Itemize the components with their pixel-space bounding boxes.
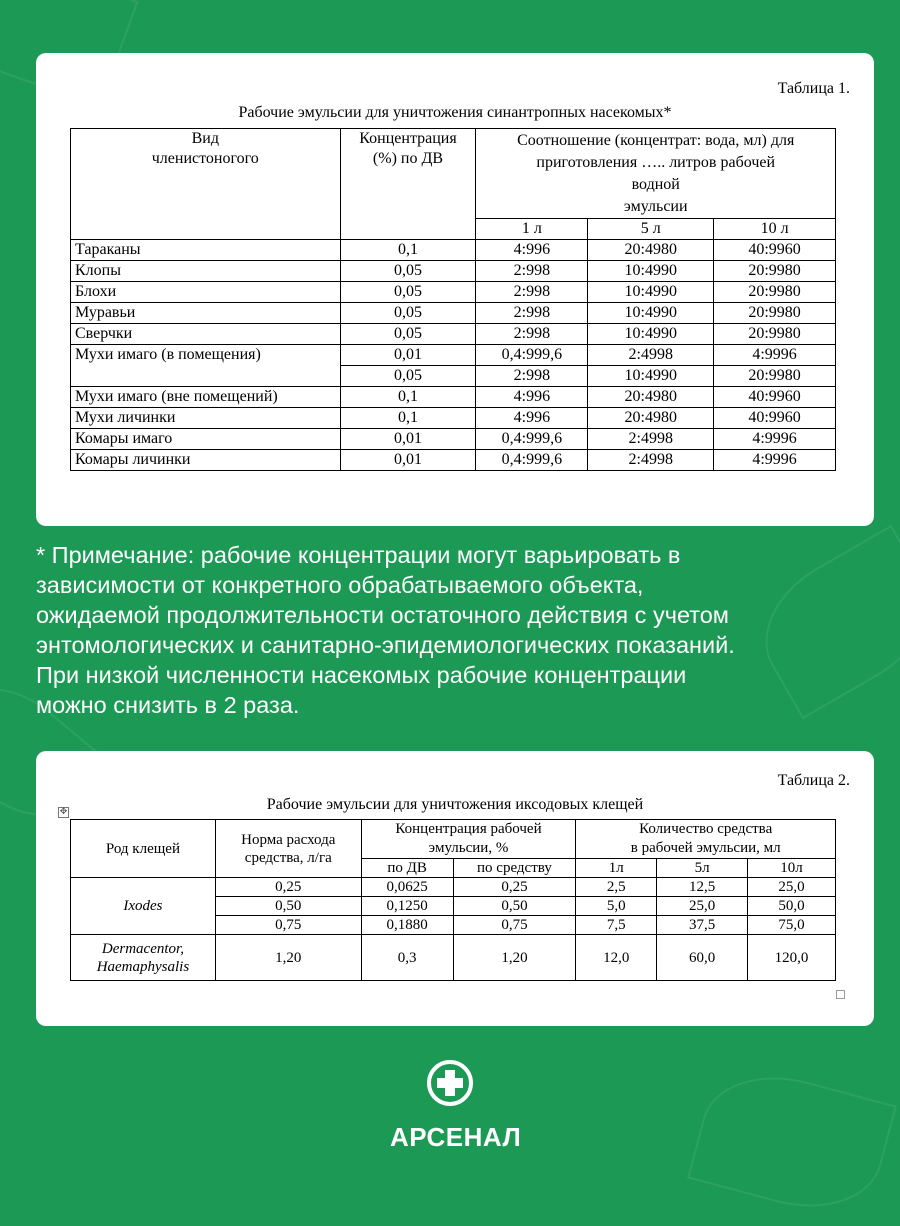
- table1-label: Таблица 1.: [777, 80, 850, 97]
- amount-1l-cell: 2,5: [576, 878, 657, 897]
- amount-1l-cell: 12,0: [576, 935, 657, 981]
- ratio-10l-cell: 20:9980: [714, 366, 836, 387]
- ratio-5l-cell: 10:4990: [588, 303, 714, 324]
- conc-cell: 0,01: [340, 429, 476, 450]
- table-row: [71, 345, 836, 366]
- conc-cell: 0,05: [340, 303, 476, 324]
- species-cell: Тараканы: [71, 240, 341, 261]
- table-row: [71, 261, 836, 282]
- ratio-10l-cell: 40:9960: [714, 387, 836, 408]
- table-move-handle-icon[interactable]: ✥: [59, 807, 68, 817]
- ratio-1l-cell: 4:996: [476, 387, 588, 408]
- footnote-text: * Примечание: рабочие концентрации могут варьировать в зависимости от конкретного обрабатываемого объекта, ожидаемой продолжительности остаточного действия с учетом энтомологических и санитарно-эпидемиологических показаний. При низкой численности насекомых рабочие концентрации можно снизить в 2 раза.: [36, 542, 735, 718]
- table-row: [71, 282, 836, 303]
- amount-1l-cell: 5,0: [576, 897, 657, 916]
- table-resize-handle[interactable]: [836, 990, 845, 999]
- species-cell: Сверчки: [71, 324, 341, 345]
- header-amount-10l: 10л: [748, 859, 836, 878]
- header-concentration: Концентрация рабочей эмульсии, %: [361, 820, 576, 859]
- table-row: [71, 324, 836, 345]
- ratio-1l-cell: 2:998: [476, 282, 588, 303]
- conc-cell: 0,05: [340, 261, 476, 282]
- amount-1l-cell: 7,5: [576, 916, 657, 935]
- header-rate: Норма расхода средства, л/га: [215, 820, 361, 878]
- table-row: [71, 387, 836, 408]
- ratio-5l-cell: 2:4998: [588, 450, 714, 471]
- conc-cell: 0,01: [340, 450, 476, 471]
- species-cell: Муравьи: [71, 303, 341, 324]
- ratio-5l-cell: 2:4998: [588, 345, 714, 366]
- header-volume-1l: 1 л: [476, 219, 588, 240]
- conc-dv-cell: 0,1250: [361, 897, 453, 916]
- header-amount-5l: 5л: [657, 859, 748, 878]
- conc-product-cell: 1,20: [453, 935, 576, 981]
- header-conc-product: по средству: [453, 859, 576, 878]
- table-row: [71, 429, 836, 450]
- conc-dv-cell: 0,0625: [361, 878, 453, 897]
- header-volume-5l: 5 л: [588, 219, 714, 240]
- amount-5l-cell: 12,5: [657, 878, 748, 897]
- species-cell: Комары личинки: [71, 450, 341, 471]
- table1-caption: Рабочие эмульсии для уничтожения синантропных насекомых*: [238, 104, 672, 121]
- ratio-10l-cell: 4:9996: [714, 450, 836, 471]
- ratio-10l-cell: 4:9996: [714, 345, 836, 366]
- conc-cell: 0,05: [340, 366, 476, 387]
- header-ratio: Соотношение (концентрат: вода, мл) для приготовления ….. литров рабочей водной эмульсии: [476, 129, 836, 219]
- ratio-10l-cell: 40:9960: [714, 240, 836, 261]
- conc-cell: 0,1: [340, 408, 476, 429]
- brand-name: АРСЕНАЛ: [390, 1122, 522, 1152]
- species-cell: Блохи: [71, 282, 341, 303]
- ratio-1l-cell: 4:996: [476, 408, 588, 429]
- amount-5l-cell: 37,5: [657, 916, 748, 935]
- amount-10l-cell: 120,0: [748, 935, 836, 981]
- ratio-5l-cell: 20:4980: [588, 240, 714, 261]
- brand-logo: [390, 1060, 522, 1153]
- table2: [70, 819, 836, 981]
- ratio-1l-cell: 2:998: [476, 261, 588, 282]
- ratio-1l-cell: 2:998: [476, 324, 588, 345]
- cross-in-circle-icon: [427, 1060, 473, 1106]
- ratio-5l-cell: 10:4990: [588, 324, 714, 345]
- header-amount-1l: 1л: [576, 859, 657, 878]
- conc-product-cell: 0,50: [453, 897, 576, 916]
- ratio-1l-cell: 0,4:999,6: [476, 345, 588, 366]
- conc-product-cell: 0,75: [453, 916, 576, 935]
- ratio-1l-cell: 2:998: [476, 366, 588, 387]
- table1-card: [36, 53, 874, 526]
- ratio-5l-cell: 10:4990: [588, 261, 714, 282]
- header-volume-10l: 10 л: [714, 219, 836, 240]
- genus-cell-ixodes: Ixodes: [71, 878, 216, 935]
- ratio-10l-cell: 20:9980: [714, 282, 836, 303]
- header-conc-dv: по ДВ: [361, 859, 453, 878]
- table-row: [71, 303, 836, 324]
- header-genus: Род клещей: [71, 820, 216, 878]
- background-leaf-decoration: [687, 1058, 897, 1225]
- table-row: [71, 935, 836, 981]
- ratio-5l-cell: 10:4990: [588, 282, 714, 303]
- conc-cell: 0,05: [340, 324, 476, 345]
- table2-caption: Рабочие эмульсии для уничтожения иксодовых клещей: [266, 796, 644, 813]
- header-species: Вид членистоногого: [71, 129, 341, 240]
- conc-cell: 0,1: [340, 240, 476, 261]
- rate-cell: 0,50: [215, 897, 361, 916]
- ratio-5l-cell: 20:4980: [588, 387, 714, 408]
- rate-cell: 0,75: [215, 916, 361, 935]
- ratio-5l-cell: 20:4980: [588, 408, 714, 429]
- conc-cell: 0,05: [340, 282, 476, 303]
- ratio-10l-cell: 20:9980: [714, 303, 836, 324]
- ratio-1l-cell: 0,4:999,6: [476, 429, 588, 450]
- table-row: [71, 408, 836, 429]
- table1: [70, 128, 836, 471]
- ratio-5l-cell: 10:4990: [588, 366, 714, 387]
- ratio-1l-cell: 0,4:999,6: [476, 450, 588, 471]
- table-row: [71, 878, 836, 897]
- amount-10l-cell: 50,0: [748, 897, 836, 916]
- genus-cell-dermacentor: Dermacentor, Haemaphysalis: [71, 935, 216, 981]
- table-row: [71, 450, 836, 471]
- conc-cell: 0,1: [340, 387, 476, 408]
- table2-label: Таблица 2.: [777, 772, 850, 789]
- table2-card: [36, 751, 874, 1026]
- ratio-10l-cell: 20:9980: [714, 261, 836, 282]
- header-concentration: Концентрация (%) по ДВ: [340, 129, 476, 240]
- species-cell: Мухи имаго (вне помещений): [71, 387, 341, 408]
- header-amount: Количество средства в рабочей эмульсии, мл: [576, 820, 836, 859]
- amount-10l-cell: 75,0: [748, 916, 836, 935]
- ratio-10l-cell: 20:9980: [714, 324, 836, 345]
- species-cell: Мухи имаго (в помещения): [71, 345, 341, 387]
- ratio-1l-cell: 4:996: [476, 240, 588, 261]
- conc-product-cell: 0,25: [453, 878, 576, 897]
- species-cell: Клопы: [71, 261, 341, 282]
- species-cell: Комары имаго: [71, 429, 341, 450]
- conc-dv-cell: 0,3: [361, 935, 453, 981]
- amount-5l-cell: 25,0: [657, 897, 748, 916]
- table-row: [71, 240, 836, 261]
- conc-cell: 0,01: [340, 345, 476, 366]
- ratio-1l-cell: 2:998: [476, 303, 588, 324]
- rate-cell: 0,25: [215, 878, 361, 897]
- amount-10l-cell: 25,0: [748, 878, 836, 897]
- ratio-5l-cell: 2:4998: [588, 429, 714, 450]
- ratio-10l-cell: 4:9996: [714, 429, 836, 450]
- amount-5l-cell: 60,0: [657, 935, 748, 981]
- species-cell: Мухи личинки: [71, 408, 341, 429]
- ratio-10l-cell: 40:9960: [714, 408, 836, 429]
- rate-cell: 1,20: [215, 935, 361, 981]
- conc-dv-cell: 0,1880: [361, 916, 453, 935]
